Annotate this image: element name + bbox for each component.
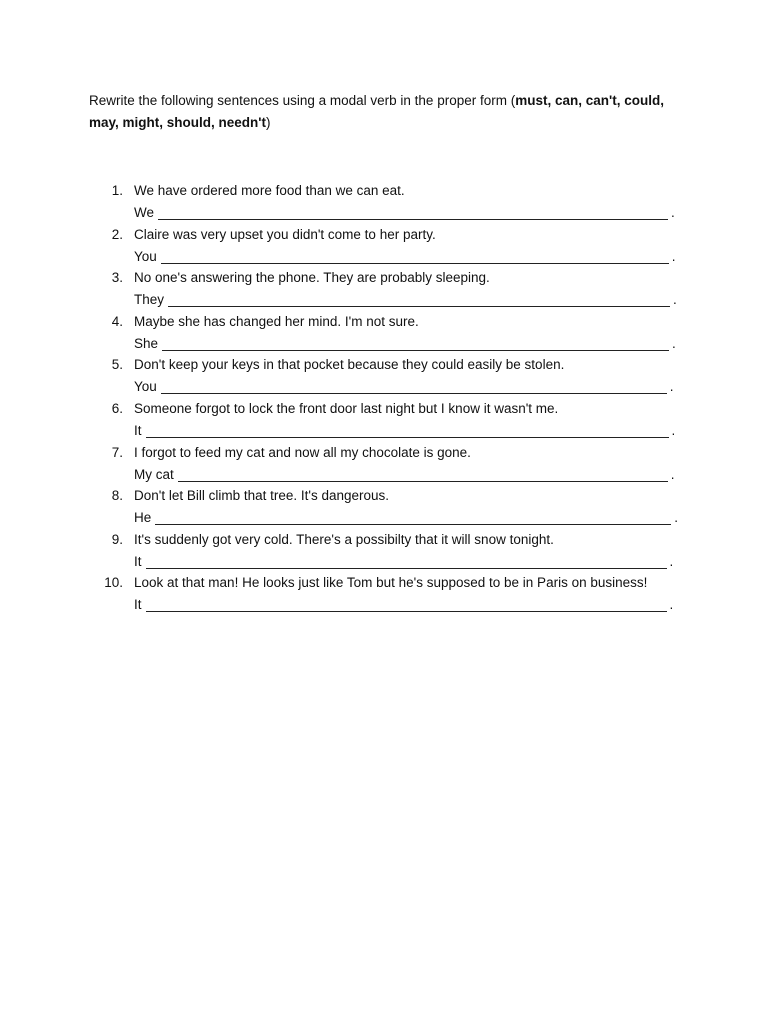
- answer-blank-line[interactable]: [155, 509, 671, 525]
- answer-starter: My cat: [134, 466, 174, 482]
- exercise-item: [0, 312, 768, 356]
- answer-end-period: .: [673, 292, 677, 308]
- answer-row: [134, 247, 684, 267]
- instructions: [89, 90, 689, 134]
- item-number: 4.: [111, 313, 123, 329]
- exercise-item: [0, 573, 768, 617]
- answer-row: [134, 334, 684, 354]
- instructions-prefix: Rewrite the following sentences using a modal verb in the proper form (: [89, 93, 516, 108]
- exercise-item: [0, 355, 768, 399]
- answer-starter: She: [134, 335, 159, 351]
- answer-row: [134, 552, 684, 572]
- exercise-item: [0, 181, 768, 225]
- answer-end-period: .: [669, 379, 674, 395]
- answer-end-period: .: [669, 597, 674, 613]
- answer-starter: We: [134, 205, 155, 220]
- item-sentence: Don't keep your keys in that pocket because they could easily be stolen.: [134, 357, 565, 373]
- answer-blank-line[interactable]: [161, 248, 669, 264]
- answer-end-period: .: [669, 553, 674, 569]
- item-sentence: Look at that man! He looks just like Tom but he's supposed to be in Paris on business!: [134, 575, 648, 591]
- answer-blank-line[interactable]: [158, 204, 668, 220]
- answer-row: [134, 595, 684, 615]
- exercise-item: [0, 443, 768, 487]
- answer-blank-line[interactable]: [162, 335, 669, 351]
- answer-end-period: .: [671, 422, 676, 438]
- answer-starter: It: [134, 553, 142, 569]
- answer-blank-line[interactable]: [161, 378, 667, 394]
- item-sentence: I forgot to feed my cat and now all my chocolate is gone.: [134, 444, 471, 460]
- item-sentence: We have ordered more food than we can eat.: [134, 183, 405, 198]
- answer-starter: He: [134, 510, 152, 526]
- item-number: 5.: [111, 357, 123, 373]
- item-number: 7.: [111, 444, 123, 460]
- exercise-item: [0, 268, 768, 312]
- item-sentence: Maybe she has changed her mind. I'm not sure.: [134, 313, 419, 329]
- answer-row: [134, 465, 684, 485]
- answer-blank-line[interactable]: [146, 422, 669, 438]
- answer-row: [134, 508, 684, 528]
- item-sentence: It's suddenly got very cold. There's a possibilty that it will snow tonight.: [134, 531, 554, 547]
- instructions-suffix: ): [265, 115, 271, 130]
- item-sentence: Don't let Bill climb that tree. It's dangerous.: [134, 488, 390, 504]
- answer-row: [134, 290, 684, 310]
- exercise-item: [0, 399, 768, 443]
- answer-blank-line[interactable]: [146, 553, 667, 569]
- answer-end-period: .: [671, 248, 676, 264]
- answer-end-period: .: [671, 205, 675, 220]
- answer-blank-line[interactable]: [178, 466, 668, 482]
- exercise-item: [0, 530, 768, 574]
- answer-end-period: .: [672, 335, 676, 351]
- item-number: 8.: [111, 488, 123, 504]
- answer-starter: You: [134, 379, 157, 395]
- answer-row: [134, 377, 684, 397]
- instructions-modals: must, can, can't, could, may, might, should, needn't: [89, 93, 664, 130]
- exercise-list: [0, 181, 768, 617]
- answer-end-period: .: [670, 466, 675, 482]
- exercise-item: [0, 486, 768, 530]
- item-sentence: No one's answering the phone. They are probably sleeping.: [134, 270, 490, 286]
- item-number: 3.: [111, 270, 123, 286]
- answer-starter: You: [134, 248, 157, 264]
- answer-starter: It: [134, 422, 142, 438]
- answer-starter: They: [134, 292, 165, 308]
- item-number: 2.: [111, 226, 123, 242]
- exercise-item: [0, 225, 768, 269]
- item-number: 10.: [104, 575, 123, 591]
- item-number: 9.: [111, 531, 123, 547]
- answer-row: [134, 421, 684, 441]
- answer-blank-line[interactable]: [168, 291, 670, 307]
- item-sentence: Someone forgot to lock the front door last night but I know it wasn't me.: [134, 400, 559, 416]
- item-number: 1.: [111, 183, 123, 198]
- item-number: 6.: [111, 400, 123, 416]
- answer-row: [134, 203, 684, 223]
- answer-starter: It: [134, 597, 142, 613]
- answer-end-period: .: [674, 510, 679, 526]
- answer-blank-line[interactable]: [146, 596, 667, 612]
- item-sentence: Claire was very upset you didn't come to her party.: [134, 226, 436, 242]
